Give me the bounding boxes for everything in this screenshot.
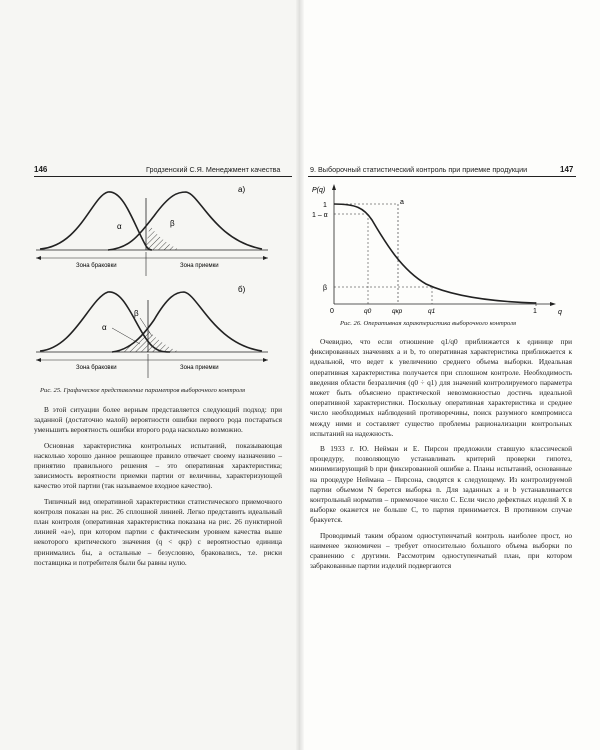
left-header-rule — [34, 176, 292, 177]
fig-b-zone-reject: Зона браковки — [76, 365, 117, 371]
figure-25b — [36, 285, 268, 378]
fig-b-zone-accept: Зона приемки — [180, 365, 219, 371]
chart-x-tick-1: 1 — [533, 308, 537, 315]
right-paragraph-3: Проводимый таким образом одноступенчатый контроль наиболее прост, но наименее экономичен – требует относительно большого объема выборки по сравнению с другими. Рассмотрим одноступенчатый план, при котором забракованные партии изделий подвергаются — [310, 530, 572, 571]
chart-y-tick-1: 1 — [323, 202, 327, 209]
figure-25-caption: Рис. 25. Графическое представление параметров выборочного контроля — [40, 387, 246, 394]
chart-operating-curve — [334, 204, 536, 303]
figure-26-caption: Рис. 26. Оперативная характеристика выборочного контроля — [340, 320, 517, 327]
chart-y-label: P(q) — [312, 187, 326, 194]
figure-26 — [306, 180, 576, 316]
fig-a-hatched-area — [146, 225, 180, 250]
fig-a-tag: а) — [238, 185, 246, 194]
figure-25 — [30, 180, 292, 380]
chart-x-arrow — [550, 302, 556, 306]
chart-ideal-curve-a — [334, 204, 398, 304]
fig-a-zone-accept: Зона приемки — [180, 263, 219, 269]
left-paragraph-3: Типичный вид оперативной характеристики статистического приемочного контроля показан на рис. 26 сплошной линией. Легко представить идеальный план контроля (оперативная характеристика показана на рис. 26 пунктирной линией «a»), при котором партии с фактическим уровнем качества выше некоторого критического значения (q < qкр) с вероятностью единица принимались бы, а остальные – безусловно, браковались, т.е. риски поставщика и потребителя были бы равны нулю. — [34, 496, 282, 567]
left-page-number: 146 — [34, 165, 48, 174]
chart-x-tick-q1: q1 — [428, 308, 436, 315]
fig-a-left-arrow — [36, 256, 41, 260]
fig-b-right-arrow — [263, 358, 268, 362]
fig-a-zone-reject: Зона браковки — [76, 263, 117, 269]
fig-b-left-arrow — [36, 358, 41, 362]
right-running-head: 9. Выборочный статистический контроль при приемке продукции — [310, 165, 528, 174]
book-gutter — [296, 0, 304, 750]
fig-b-alpha-leader — [112, 328, 140, 344]
chart-x-tick-0: 0 — [330, 308, 334, 315]
fig-b-beta-label: β — [134, 309, 139, 318]
left-paragraph-1: В этой ситуации более верным представляется следующий подход: при заданной (достаточно малой) вероятности ошибки первого рода постараться уменьшить вероятность ошибки второго рода насколько возможно. — [34, 405, 282, 435]
left-paragraph-2: Основная характеристика контрольных испытаний, показывающая насколько хорошо данное решающее правило отвечает своему назначению – принятию правильного решения – это оперативная характеристика; зависимость вероятности приемки партии от величины, характеризующей качество этой партии (так называемое входное качество). — [34, 440, 282, 491]
chart-y-tick-beta: β — [323, 285, 328, 292]
right-paragraph-1: Очевидно, что если отношение q1/q0 приближается к единице при фиксированных значениях a и b, то оперативная характеристика приближается к идеальной, что ведет к увеличению среднего объема выборки. Идеальная оперативная характеристика получается при сплошном контроле. Необходимость введения области безразличия (q0 ÷ q1) для значений контролируемого параметра может быть объяснено практической невозможностью достичь идеальной оперативной характеристики. Поскольку оперативная характеристика и среднее число необходимых наблюдений противоречивы, поиск разумного компромисса между ними и составляет существо проблемы рационализации контрольных испытаний на надежность. — [310, 337, 572, 438]
right-page-body — [310, 337, 572, 571]
fig-b-hatched-area — [114, 330, 180, 352]
chart-x-label: q — [558, 309, 562, 316]
fig-a-right-curve — [108, 192, 262, 250]
left-page-body — [34, 405, 282, 568]
fig-a-beta-label: β — [170, 219, 175, 228]
chart-y-arrow — [332, 184, 336, 190]
right-page-number: 147 — [560, 165, 574, 174]
fig-a-alpha-label: α — [117, 222, 122, 231]
fig-b-alpha-label: α — [102, 323, 107, 332]
chart-curve-label-a: a — [400, 199, 404, 206]
fig-a-left-curve — [40, 192, 152, 250]
chart-x-tick-q0: q0 — [364, 308, 372, 315]
left-running-head: Гродзенский С.Я. Менеджмент качества — [146, 165, 281, 174]
figure-25a — [36, 185, 268, 276]
right-paragraph-2: В 1933 г. Ю. Нейман и Е. Пирсон предложили ставшую классической процедуру, позволяющую устанавливать критерий проверки гипотез, минимизирующий b при фиксированной ошибке a. Планы испытаний, основанные на процедуре Неймана – Пирсона, сводятся к следующему. Из контролируемой партии объемом N берется выборка n. Для заданных a и b устанавливается контрольный норматив – приемочное число C. Если число дефектных изделий X в выборке окажется не больше C, то партия принимается. В противном случае бракуется. — [310, 444, 572, 525]
fig-a-right-arrow — [263, 256, 268, 260]
chart-y-tick-1-alpha: 1 – α — [312, 212, 328, 219]
fig-b-tag: б) — [238, 285, 246, 294]
right-header-rule — [308, 176, 576, 177]
chart-x-tick-qkr: qкр — [392, 308, 403, 315]
